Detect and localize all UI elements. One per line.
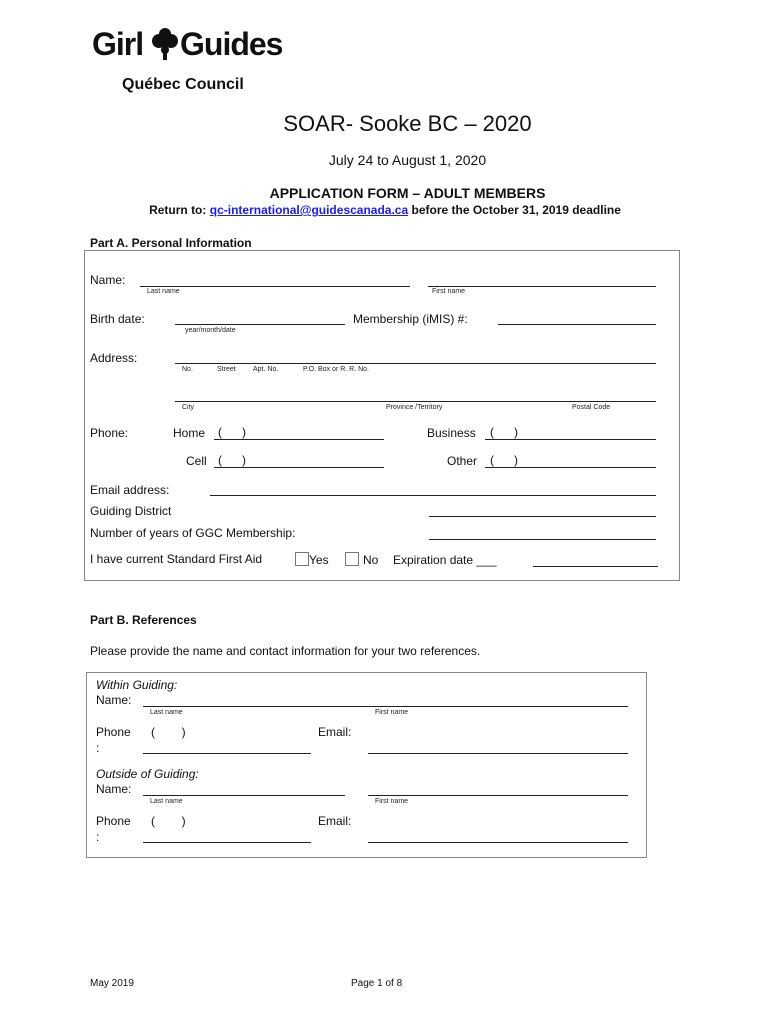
return-email-link[interactable]: qc-international@guidescanada.ca <box>209 203 409 217</box>
outside-email-input[interactable] <box>368 842 628 843</box>
birth-date-input[interactable] <box>175 324 345 325</box>
district-input[interactable] <box>429 516 656 517</box>
within-phone-paren: ( ) <box>151 725 186 739</box>
outside-first-name-hint: First name <box>375 798 409 805</box>
footer-page-number: Page 1 of 8 <box>351 978 403 989</box>
membership-input[interactable] <box>498 324 656 325</box>
years-input[interactable] <box>429 539 656 540</box>
outside-phone-label: Phone <box>96 814 131 828</box>
birth-date-label: Birth date: <box>90 312 145 326</box>
outside-guiding-label: Outside of Guiding: <box>96 767 199 781</box>
within-phone-colon: : <box>96 741 100 755</box>
first-aid-no-checkbox[interactable] <box>345 552 359 566</box>
within-first-name-hint: First name <box>375 709 409 716</box>
cell-phone-label: Cell <box>186 454 207 468</box>
home-phone-label: Home <box>173 426 206 440</box>
addr-apt-hint: Apt. No. <box>253 366 279 373</box>
addr-no-hint: No. <box>182 366 193 373</box>
other-phone-label: Other <box>447 454 478 468</box>
expiration-input[interactable] <box>533 566 658 567</box>
membership-label: Membership (iMIS) #: <box>353 312 468 326</box>
other-phone-input[interactable] <box>485 467 656 468</box>
first-name-input[interactable] <box>428 286 656 287</box>
within-phone-label: Phone <box>96 725 131 739</box>
address-label: Address: <box>90 351 138 365</box>
outside-last-name-input[interactable] <box>143 795 345 796</box>
expiration-label: Expiration date ___ <box>393 553 497 567</box>
part-b-box <box>86 672 647 858</box>
part-b-heading: Part B. References <box>90 613 197 627</box>
part-a-heading: Part A. Personal Information <box>90 236 252 250</box>
district-label: Guiding District <box>90 504 172 518</box>
address-line2-input[interactable] <box>175 401 656 402</box>
return-suffix: before the October 31, 2019 deadline <box>411 203 621 217</box>
within-name-input[interactable] <box>143 706 628 707</box>
email-label: Email address: <box>90 483 170 497</box>
within-phone-input[interactable] <box>143 753 311 754</box>
last-name-input[interactable] <box>140 286 410 287</box>
within-guiding-label: Within Guiding: <box>96 678 178 692</box>
email-input[interactable] <box>210 495 656 496</box>
addr-city-hint: City <box>182 404 195 411</box>
within-name-label: Name: <box>96 693 132 707</box>
cell-phone-input[interactable] <box>214 467 384 468</box>
outside-phone-paren: ( ) <box>151 814 186 828</box>
outside-phone-colon: : <box>96 830 100 844</box>
page-title: SOAR- Sooke BC – 2020 <box>283 111 532 136</box>
addr-province-hint: Province /Territory <box>386 404 443 411</box>
other-phone-paren: ( ) <box>490 453 518 467</box>
birth-date-hint: year/month/date <box>185 327 236 334</box>
first-aid-label: I have current Standard First Aid <box>90 552 263 566</box>
first-aid-no-label: No <box>363 553 379 567</box>
part-b-intro: Please provide the name and contact information for your two references. <box>90 644 481 658</box>
address-line1-input[interactable] <box>175 363 656 364</box>
outside-last-name-hint: Last name <box>150 798 183 805</box>
logo <box>92 24 292 98</box>
logo-council: Québec Council <box>122 76 244 93</box>
footer-date: May 2019 <box>90 978 134 989</box>
name-label: Name: <box>90 273 126 287</box>
event-dates: July 24 to August 1, 2020 <box>328 152 487 168</box>
last-name-hint: Last name <box>147 288 180 295</box>
outside-email-label: Email: <box>318 814 352 828</box>
business-phone-paren: ( ) <box>490 425 518 439</box>
phone-label: Phone: <box>90 426 129 440</box>
cell-phone-paren: ( ) <box>218 453 246 467</box>
addr-po-hint: P.O. Box or R. R. No. <box>303 366 370 373</box>
trefoil-icon <box>150 28 180 62</box>
within-last-name-hint: Last name <box>150 709 183 716</box>
within-email-input[interactable] <box>368 753 628 754</box>
business-phone-input[interactable] <box>485 439 656 440</box>
outside-first-name-input[interactable] <box>368 795 628 796</box>
home-phone-input[interactable] <box>214 439 384 440</box>
first-aid-yes-checkbox[interactable] <box>295 552 309 566</box>
within-email-label: Email: <box>318 725 352 739</box>
home-phone-paren: ( ) <box>218 425 246 439</box>
business-phone-label: Business <box>427 426 476 440</box>
logo-brand-left: Girl <box>92 26 144 62</box>
logo-brand-right: Guides <box>180 26 283 62</box>
years-label: Number of years of GGC Membership: <box>90 526 296 540</box>
form-title: APPLICATION FORM – ADULT MEMBERS <box>269 185 546 201</box>
outside-name-label: Name: <box>96 782 132 796</box>
addr-street-hint: Street <box>217 366 236 373</box>
first-aid-yes-label: Yes <box>309 553 329 567</box>
first-name-hint: First name <box>432 288 466 295</box>
return-prefix: Return to: <box>149 203 207 217</box>
return-line <box>0 203 770 217</box>
outside-phone-input[interactable] <box>143 842 311 843</box>
addr-postal-hint: Postal Code <box>572 404 611 411</box>
